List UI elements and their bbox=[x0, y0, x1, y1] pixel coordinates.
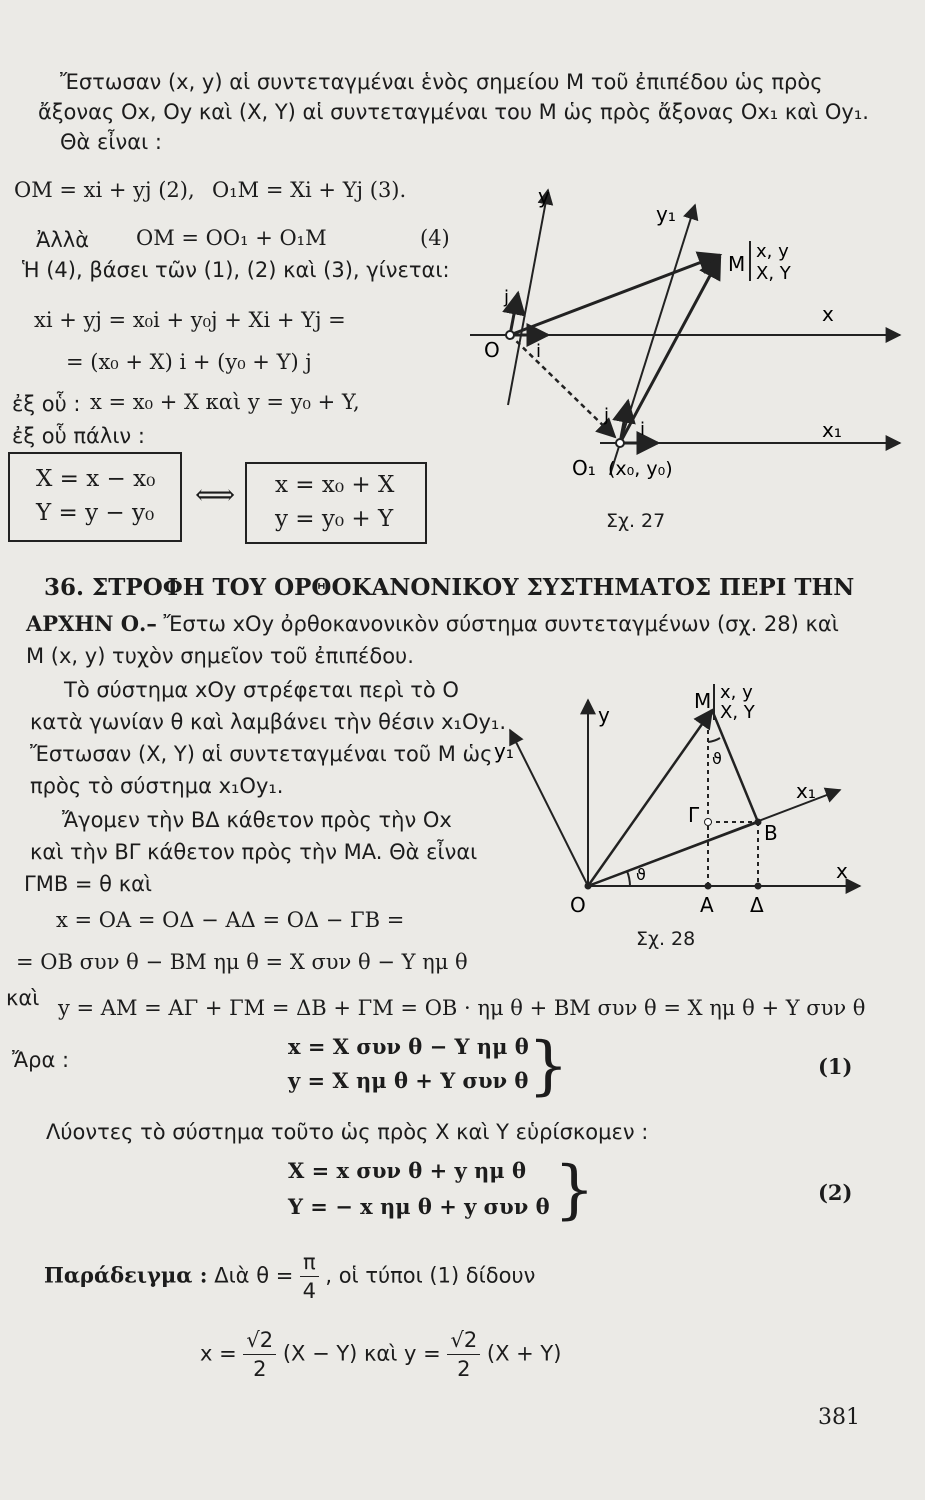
system1-eq-y: y = X ημ θ + Y συν θ bbox=[288, 1068, 529, 1093]
rotation-x-line-1: x = OA = OΔ − AΔ = OΔ − ΓB = bbox=[56, 908, 405, 932]
example-sqrt-num-2: √2 bbox=[447, 1326, 480, 1355]
fig27-label-x: x bbox=[822, 302, 834, 326]
rotation-y-line: y = AM = AΓ + ΓM = ΔB + ΓM = OB · ημ θ + BM συν θ = X ημ θ + Y συν θ bbox=[58, 996, 866, 1020]
system2-eq-X: X = x συν θ + y ημ θ bbox=[288, 1158, 526, 1183]
section-36-p2: κατὰ γωνίαν θ καὶ λαμβάνει τὴν θέσιν x₁Oy₁. bbox=[30, 710, 507, 734]
fig27-label-O: O bbox=[484, 338, 500, 362]
example-sqrt-num-1: √2 bbox=[243, 1326, 276, 1355]
fig28-theta-arc-1 bbox=[708, 738, 720, 742]
fig27-label-M-XY: X, Y bbox=[756, 263, 791, 284]
example-line bbox=[44, 1248, 535, 1305]
box-right bbox=[245, 462, 427, 544]
example-pi-den: 4 bbox=[302, 1279, 317, 1303]
figure-28 bbox=[490, 680, 870, 930]
fig27-label-i1: i bbox=[640, 419, 646, 440]
fig27-caption: Σχ. 27 bbox=[606, 510, 666, 532]
section-36-heading: 36. ΣΤΡΟΦΗ ΤΟΥ ΟΡΘΟΚΑΝΟΝΙΚΟΥ ΣΥΣΤΗΜΑΤΟΣ ΠΕΡΙ ΤΗΝ bbox=[44, 574, 855, 601]
example-sqrt-den-1: 2 bbox=[253, 1357, 267, 1381]
system2-eq-Y: Y = − x ημ θ + y συν θ bbox=[288, 1194, 550, 1219]
fig28-label-G: Γ bbox=[688, 803, 700, 827]
system1-eq-x: x = X συν θ − Y ημ θ bbox=[288, 1034, 529, 1059]
fig28-label-B: B bbox=[764, 821, 778, 845]
example-sqrt-fraction-1 bbox=[243, 1326, 276, 1383]
rotation-ara: Ἄρα : bbox=[12, 1048, 70, 1072]
intro-line-2: ἄξονας Ox, Oy καὶ (X, Y) αἱ συντεταγμέναι του M ὡς πρὸς ἄξονας Ox₁ καὶ Oy₁. bbox=[38, 100, 869, 124]
eq-exou-label: ἐξ οὗ : bbox=[12, 392, 81, 416]
fig28-label-x: x bbox=[836, 859, 848, 883]
fig28-y1-axis bbox=[510, 730, 588, 886]
system1-brace: } bbox=[528, 1029, 569, 1103]
fig28-label-M: M bbox=[694, 689, 712, 713]
intro-line-3: Θὰ εἶναι : bbox=[60, 130, 162, 154]
fig28-theta-arc-2 bbox=[627, 871, 630, 886]
rotation-solve-line: Λύοντες τὸ σύστημα τοῦτο ὡς πρὸς X καὶ Y εὑρίσκομεν : bbox=[46, 1120, 649, 1144]
fig28-label-y: y bbox=[598, 703, 610, 727]
section-36-p3: Ἔστωσαν (X, Y) αἱ συντεταγμέναι τοῦ M ὡς bbox=[30, 742, 493, 766]
eq-alla-label: Ἀλλὰ bbox=[36, 228, 90, 252]
fig27-label-O1-coords: (x₀, y₀) bbox=[608, 458, 673, 480]
section-36-p1: Τὸ σύστημα xOy στρέφεται περὶ τὸ O bbox=[64, 678, 459, 702]
fig28-label-O: O bbox=[570, 893, 586, 917]
system2-brace: } bbox=[554, 1153, 595, 1227]
box-left-line-1: X = x − x₀ bbox=[36, 466, 156, 492]
example-end: (X + Y) bbox=[486, 1341, 562, 1366]
intro-line-1: Ἔστωσαν (x, y) αἱ συντεταγμέναι ἑνὸς σημείου M τοῦ ἐπιπέδου ὡς πρὸς bbox=[60, 70, 823, 94]
fig27-label-i: i bbox=[536, 341, 542, 362]
section-36-p4: πρὸς τὸ σύστημα x₁Oy₁. bbox=[30, 774, 284, 798]
eq-om-xy: OM = xi + yj (2), bbox=[14, 178, 195, 202]
fig27-label-j: j bbox=[504, 287, 510, 308]
eq-tag-4: (4) bbox=[420, 226, 450, 250]
fig28-ob-line bbox=[588, 822, 758, 886]
section-36-line-2-text: Ἔστω xOy ὀρθοκανονικὸν σύστημα συντεταγμένων (σχ. 28) καὶ bbox=[163, 612, 839, 636]
fig28-theta-1: ϑ bbox=[712, 749, 722, 768]
fig28-om-line bbox=[588, 710, 712, 886]
section-36-heading-cont: ΑΡΧΗΝ Ο.– bbox=[26, 611, 157, 636]
section-36-line-3: M (x, y) τυχὸν σημεῖον τοῦ ἐπιπέδου. bbox=[26, 644, 414, 668]
system2-tag: (2) bbox=[818, 1180, 853, 1205]
example-pi-fraction bbox=[300, 1248, 319, 1305]
section-36-line-2 bbox=[26, 610, 839, 638]
rotation-kai: καὶ bbox=[6, 986, 40, 1010]
page-number: 381 bbox=[818, 1405, 860, 1430]
fig28-theta-2: ϑ bbox=[636, 865, 646, 884]
section-36-p7: ΓMB = θ καὶ bbox=[24, 872, 153, 896]
fig27-label-M: M bbox=[728, 252, 746, 276]
fig28-label-M-XY: X, Y bbox=[720, 702, 755, 723]
fig28-label-M-xy: x, y bbox=[720, 682, 753, 703]
fig27-oo1-vector bbox=[510, 335, 615, 437]
eq-line-4: xi + yj = x₀i + y₀j + Xi + Yj = bbox=[34, 308, 346, 332]
eq-line-6: x = x₀ + X καὶ y = y₀ + Y, bbox=[90, 390, 360, 414]
fig28-label-D: Δ bbox=[750, 893, 764, 917]
equivalence-arrow: ⟺ bbox=[195, 478, 236, 511]
box-right-line-2: y = y₀ + Y bbox=[275, 506, 394, 532]
fig28-caption: Σχ. 28 bbox=[636, 928, 696, 950]
fig27-label-O1: O₁ bbox=[572, 456, 596, 480]
example-pi-num: π bbox=[300, 1248, 319, 1277]
fig27-y-axis bbox=[508, 190, 548, 405]
rotation-x-line-2: = OB συν θ − BM ημ θ = X συν θ − Y ημ θ bbox=[16, 950, 468, 974]
example-sqrt-den-2: 2 bbox=[457, 1357, 471, 1381]
eq-exou-palin: ἐξ οὗ πάλιν : bbox=[12, 424, 145, 448]
box-right-line-1: x = x₀ + X bbox=[275, 472, 395, 498]
box-left bbox=[8, 452, 182, 542]
fig27-label-y: y bbox=[538, 184, 550, 208]
fig27-label-x1: x₁ bbox=[822, 418, 842, 442]
eq-line-5: = (x₀ + X) i + (y₀ + Y) j bbox=[66, 350, 312, 374]
example-result-line bbox=[200, 1326, 561, 1383]
example-text-a: Διὰ θ = bbox=[214, 1263, 294, 1288]
example-sqrt-fraction-2 bbox=[447, 1326, 480, 1383]
fig28-label-x1: x₁ bbox=[796, 779, 816, 803]
fig27-label-M-xy: x, y bbox=[756, 241, 789, 262]
example-text-b: , οἱ τύποι (1) δίδουν bbox=[325, 1263, 536, 1288]
fig27-label-y1: y₁ bbox=[656, 202, 676, 226]
fig28-label-y1: y₁ bbox=[494, 739, 514, 763]
eq-line-3: Ἡ (4), βάσει τῶν (1), (2) καὶ (3), γίνεται: bbox=[22, 258, 450, 282]
fig28-label-A: A bbox=[700, 893, 714, 917]
example-label: Παράδειγμα : bbox=[44, 1262, 208, 1288]
figure-27 bbox=[460, 175, 915, 545]
section-36-p5: Ἄγομεν τὴν ΒΔ κάθετον πρὸς τὴν Ox bbox=[62, 808, 452, 832]
example-mid: (X − Y) καὶ y = bbox=[282, 1341, 441, 1366]
fig27-om-vector bbox=[510, 255, 720, 335]
example-lhs-x: x = bbox=[200, 1341, 237, 1366]
system1-tag: (1) bbox=[818, 1054, 853, 1079]
eq-om-sum: OM = OO₁ + O₁M bbox=[136, 226, 327, 250]
fig27-label-j1: j bbox=[604, 405, 610, 426]
section-36-p6: καὶ τὴν ΒΓ κάθετον πρὸς τὴν MA. Θὰ εἶναι bbox=[30, 840, 478, 864]
eq-o1m-XY: O₁M = Xi + Yj (3). bbox=[212, 178, 407, 202]
box-left-line-2: Y = y − y₀ bbox=[36, 500, 155, 526]
fig27-j-vector bbox=[510, 293, 518, 335]
